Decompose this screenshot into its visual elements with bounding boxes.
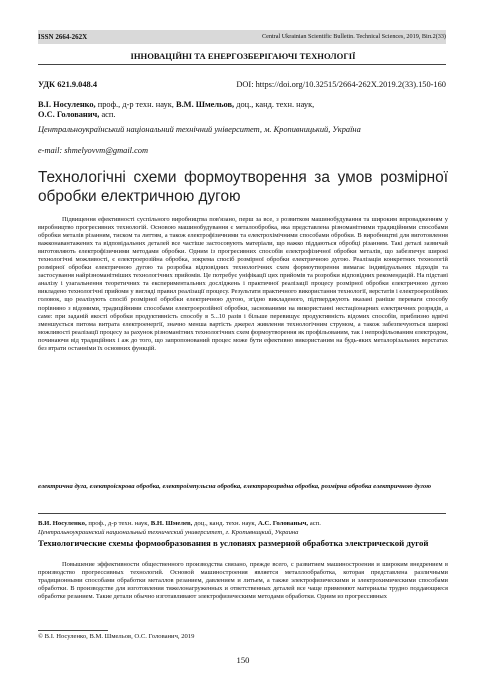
ru-abstract-text: Повышение эффективности общественного производства связано, прежде всего, с развитием машиностроения и широким внедрением в производство прогрессивных технологий. Основой машиностроения является металлообработка, которая представлена различными традиционными способами обработки металлов резанием, давлением и литьем, а также электрофизическими и электрохимическими способами обработки. В производстве для изготовления тяжелонагруженных и ответственных деталей все чаще применяют материалы трудно поддающиеся обработке резанием. Такие детали обычно изготавливают электрофизическими методами обработки. Одним из прогрессивных (38, 561, 448, 601)
ru-article-title: Технологические схемы формообразования в условиях размерной обработка электрической дугой (38, 538, 429, 548)
ru-abstract (38, 561, 448, 601)
section-divider (38, 64, 446, 65)
ru-author-1-name: В.И. Носуленко, (38, 520, 87, 527)
ru-affiliation: Центральноукраинский национальный технический университет, г. Кропивницкий, Украина (38, 529, 299, 536)
section-title: ІННОВАЦІЙНІ ТА ЕНЕРГОЗБЕРІГАЮЧІ ТЕХНОЛОГІЇ (130, 51, 356, 61)
ru-section-divider (38, 513, 446, 514)
footnote-divider (38, 630, 108, 631)
ru-author-1-rank: проф., д-р техн. наук, (86, 520, 151, 527)
authors-block (38, 100, 448, 121)
ru-author-3-name: А.С. Голованыч, (258, 520, 309, 527)
author-3-name: О.С. Голованич, (38, 110, 100, 120)
abstract (38, 216, 448, 353)
author-2-name: В.М. Шмельов, (176, 100, 235, 109)
copyright-footnote: © В.І. Носуленко, В.М. Шмельов, О.С. Голованич, 2019 (38, 633, 195, 640)
keywords: електрична дуга, електроіскрова обробка, електроімпульсна обробка, електророзрядна обробка, розмірна обробка електричною дугою (38, 483, 432, 490)
article-title: Технологічні схеми формоутворення за умов розмірної обробки електричною дугою (38, 169, 448, 205)
page-number: 150 (236, 655, 250, 665)
abstract-text: Підвищення ефективності суспільного виробництва пов'язано, перш за все, з розвитком машинобудування та широким впровадженням у виробництво прогресивних технологій. Основою машинобудування є металообробка, яка представлена різноманітними традиційними способами обробки металів різанням, тиском та литтям, а також електрофізичними та електрохімічними способами обробки. В виробництві для виготовлення важконавантажених та відповідальних деталей все частіше застосовують матеріали, що важко піддаються обробці різанням. Такі деталі зазвичай виготовляють електрофізичними методами обробки. Одним із прогресивних способів електрофізичної обробки металів, що забезпечує широкі технологічні можливості, є електроерозійна обробка, зокрема спосіб розмірної обробки електричною дугою. Реалізація конкретних технологій розмірної обробки електричною дугою та розробка відповідних технологічних схем формоутворення вимагає індивідуальних підходів та застосування найрізноманітніших технологічних прийомів. Це потребує уніфікації цих прийомів та розробки відповідних рекомендацій. На підставі аналізу і узагальнення теоретичних та експериментальних досліджень і практичної реалізації процесу розмірної обробки електричною дугою викладено технологічні прийоми у вигляді правил реалізації процесу. Результати практичного використання технології, верстатів і електроерозійних головок, що реалізують спосіб розмірної обробки електричною дугою, згідно викладеного, підтверджують вказані раніше переваги способу порівняно з відомими, традиційними способами електроерозійної обробки, заснованими на використанні нестаціонарних електричних розрядів, а саме: при заданій якості обробки продуктивність способу в 5...10 разів і більше перевищує продуктивність відомих способів, приблизно вдвічі зменшується питома витрата електроенергії, значно менша вартість джерел живлення технологічним струмом, а також забезпечуються широкі можливості реалізації процесу за рахунок різноманітних технологічних схем формоутворення як профільованим, так і непрофільованим електродом, починаючи від традиційних і аж до того, що запропонований процес може бути ефективно використаним на будь-яких металорізальних верстатах без втрати останніми їх основних функцій. (38, 216, 448, 352)
author-2-rank: доц., канд. техн. наук, (234, 100, 315, 109)
author-email[interactable]: e-mail: shmelyovvm@gmail.com (38, 146, 149, 155)
affiliation: Центральноукраїнський національний технічний університет, м. Кропивницький, Україна (38, 125, 361, 134)
author-1-rank: проф., д-р техн. наук, (95, 100, 176, 109)
author-1-name: В.І. Носуленко, (38, 100, 96, 109)
journal-name: Central Ukrainian Scientific Bulletin. Technical Sciences, 2019, Віп.2(33) (261, 33, 446, 40)
ru-author-2-rank: доц., канд. техн. наук, (192, 520, 259, 527)
ru-authors-block (38, 520, 448, 529)
udc-code: УДК 621.9.048.4 (38, 80, 98, 89)
author-3-rank: асп. (99, 110, 116, 120)
issn-label: ISSN 2664-262X (38, 33, 88, 41)
doi-link[interactable]: DOI: https://doi.org/10.32515/2664-262X.2019.2(33).150-160 (236, 80, 446, 89)
ru-author-3-rank: асп. (308, 520, 321, 527)
ru-author-2-name: В.Н. Шмелев, (150, 520, 193, 527)
